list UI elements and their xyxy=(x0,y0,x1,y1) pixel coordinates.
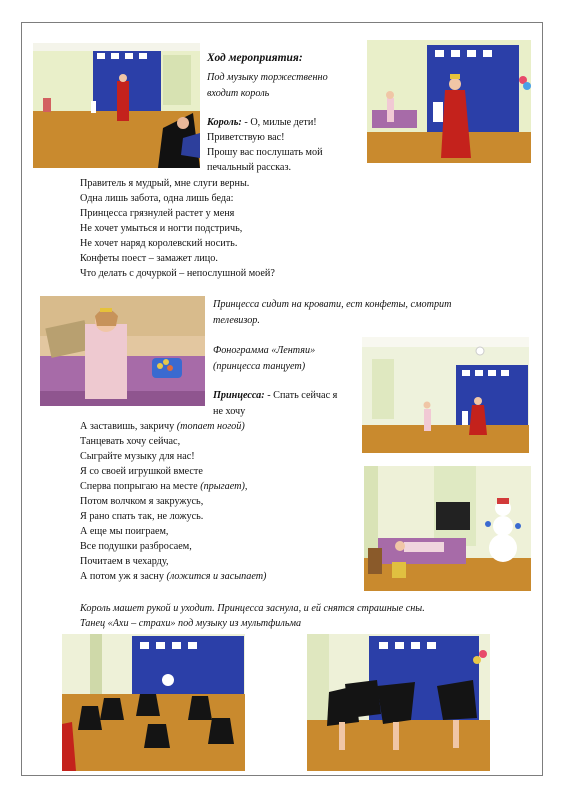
verse-line: А потом уж я засну (ложится и засыпает) xyxy=(80,571,267,582)
photo-king-and-princess xyxy=(367,40,531,163)
verse-remark: (топает ногой) xyxy=(176,421,245,432)
verse-line: Почитаем в чехарду, xyxy=(80,556,169,567)
king-line: Что делать с дочуркой – непослушной моей? xyxy=(80,268,275,279)
king-line: Правитель я мудрый, мне слуги верны. xyxy=(80,178,250,189)
king-line: Принцесса грязнулей растет у меня xyxy=(80,208,235,219)
verse-line: А заставишь, закричу (топает ногой) xyxy=(80,421,245,432)
photo-dance-fears-2 xyxy=(307,634,490,771)
photo-king-enters xyxy=(33,43,200,168)
phonogram-direction: (принцесса танцует) xyxy=(213,361,306,372)
stage-direction-princess-1: Принцесса сидит на кровати, ест конфеты, смотрит xyxy=(213,299,452,310)
verse-line: Танцевать хочу сейчас, xyxy=(80,436,181,447)
photo-princess-on-bed xyxy=(40,296,205,406)
event-heading: Ход мероприятия: xyxy=(207,52,303,64)
verse-remark: (ложится и засыпает) xyxy=(166,571,267,582)
verse-line: Сперва попрыгаю на месте (прыгает), xyxy=(80,481,248,492)
king-line: Одна лишь забота, одна лишь беда: xyxy=(80,193,234,204)
verse-line: Все подушки разбросаем, xyxy=(80,541,192,552)
king-line: печальный рассказ. xyxy=(207,162,292,173)
photo-princess-asleep xyxy=(364,466,531,591)
king-speech-first-line xyxy=(207,115,317,130)
verse-line: Я рано спать так, не ложусь. xyxy=(80,511,204,522)
photo-princess-dances xyxy=(362,337,529,453)
photo-dance-fears-1 xyxy=(62,634,245,771)
stage-direction-intro-1: Под музыку торжественно xyxy=(207,72,328,83)
speaker-king: Король: xyxy=(207,117,242,128)
verse-line: Сыграйте музыку для нас! xyxy=(80,451,195,462)
princess-first-words: - Спать сейчас я xyxy=(264,390,338,401)
king-line: Не хочет умыться и ногти подстричь, xyxy=(80,223,243,234)
stage-direction-princess-2: телевизор. xyxy=(213,315,260,326)
princess-verse xyxy=(80,419,266,584)
verse-line: А еще мы поиграем, xyxy=(80,526,169,537)
king-line: Приветствую вас! xyxy=(207,132,285,143)
stage-direction-king-leaves: Король машет рукой и уходит. Принцесса заснула, и ей снятся страшные сны. xyxy=(80,603,425,614)
king-speech-wide xyxy=(80,176,275,281)
king-greeting: - О, милые дети! xyxy=(241,117,317,128)
stage-direction-dance: Танец «Ахи – страхи» под музыку из мультфильма xyxy=(80,618,302,629)
verse-line: Я со своей игрушкой вместе xyxy=(80,466,203,477)
princess-speech-second-line: не хочу xyxy=(213,406,246,417)
stage-direction-intro-2: входит король xyxy=(207,88,270,99)
king-line: Прошу вас послушать мой xyxy=(207,147,323,158)
princess-speech-first-line xyxy=(213,388,337,403)
speaker-princess: Принцесса: xyxy=(213,390,265,401)
verse-remark: (прыгает), xyxy=(200,481,248,492)
verse-line: Потом волчком я закружусь, xyxy=(80,496,204,507)
phonogram-title: Фонограмма «Лентяи» xyxy=(213,345,316,356)
king-line: Конфеты поест – замажет лицо. xyxy=(80,253,218,264)
king-line: Не хочет наряд королевский носить. xyxy=(80,238,238,249)
king-speech-narrow xyxy=(207,130,323,175)
